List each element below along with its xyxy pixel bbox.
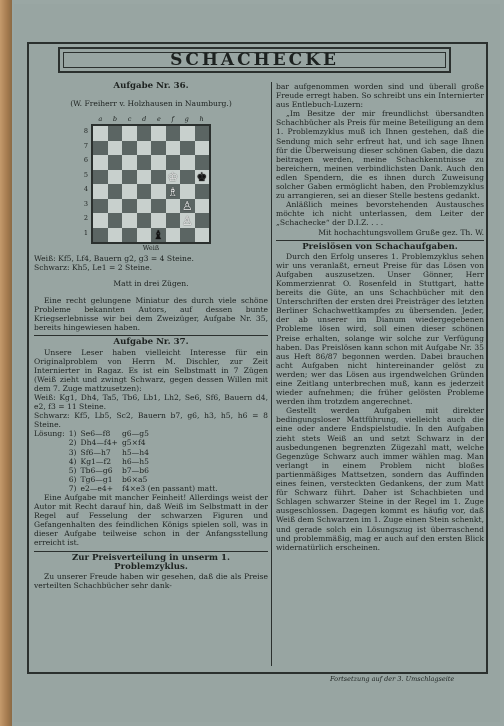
solution-row — [34, 475, 222, 484]
black-bishop-icon: ♝ — [152, 228, 164, 243]
board-square — [108, 155, 123, 170]
board-square — [93, 184, 108, 199]
book-spine — [0, 0, 12, 726]
board-square — [166, 213, 181, 228]
black-move: b7—b6 — [121, 465, 149, 475]
board-square — [137, 213, 152, 228]
rank-label: 5 — [83, 170, 89, 179]
board-square — [180, 213, 195, 228]
file-label: d — [142, 115, 147, 124]
white-pawn-icon: ♙ — [181, 199, 193, 214]
problem-36-author: (W. Freiherr v. Holzhausen in Naumburg.) — [70, 98, 232, 108]
move-number: 3) — [68, 447, 77, 457]
board-square — [166, 141, 181, 156]
prize-distribution-text: Zu unserer Freude haben wir gesehen, daß die als Preise verteilten Schachbücher sehr dank- — [34, 571, 268, 590]
board-square — [180, 184, 195, 199]
separator-1 — [34, 335, 268, 336]
rank-labels — [81, 124, 91, 244]
page-title: SCHACHECKE — [170, 50, 339, 70]
file-label: b — [112, 115, 118, 124]
right-paragraph-4: Durch den Erfolg unseres 1. Problemzyklus sehen wir uns veranlaßt, erneut Preise für das Lösen von Aufgaben auszusetzen. Unser Gönner, Herr Kommerzienrat O. Rosenfeld in Stuttgart, hatte bereits die Güte, an uns Schachbücher mit den Unterschriften der ersten drei Preisträger des letzten Berliner Schachwettkampfes zu übersenden. Jeder, der ab unserer im Dianum wiedergegebenen Probleme lösen wird, soll einen dieser schönen Preise erhalten, solange wir solche zur Verfügung haben. Das Preislösen kann schon mit Aufgabe Nr. 35 aus Heft 86/87 begonnen werden. Dabei brauchen acht Aufgaben nicht hintereinander gelöst zu werden; wer das Lösen aus irgendwelchen Gründen eine Zeitlang unterbrechen muß, kann es jederzeit wieder aufnehmen; die früher gelösten Probleme werden ihm trotzdem angerechnet. — [276, 251, 484, 407]
board-square — [195, 228, 210, 243]
board-square — [93, 155, 108, 170]
black-move: g5×f4 — [121, 438, 146, 448]
board-square — [93, 141, 108, 156]
black-move: h5—h4 — [121, 447, 149, 457]
rank-label: 4 — [83, 185, 89, 194]
white-move: Kg1—f2 — [80, 456, 112, 466]
move-number: 5) — [68, 465, 77, 475]
board-square — [180, 228, 195, 243]
problem-36-black: Schwarz: Kh5, Le1 = 2 Steine. — [34, 262, 152, 272]
board-square — [166, 126, 181, 141]
solution-table — [34, 429, 222, 493]
white-move: Sf6—h7 — [80, 447, 111, 457]
file-label: f — [171, 115, 174, 124]
problem-37-text: Unsere Leser haben vielleicht Interesse für ein Originalproblem von Herrn M. Dischler, zur Zeit Internierter in Ragaz. Es ist ein Selbstmatt in 7 Zügen (Weiß zieht und zwingt Schwarz, gegen dessen Willen mit dem 7. Zuge mattzusetzen): — [34, 347, 268, 393]
board-square — [166, 228, 181, 243]
white-move: Se6—f8 — [80, 429, 111, 439]
board-square — [195, 199, 210, 214]
board-square — [166, 155, 181, 170]
black-move: f4×e3 (en passant) matt. — [121, 483, 218, 493]
problem-37-title: Aufgabe Nr. 37. — [113, 337, 189, 348]
board-square — [151, 228, 166, 243]
file-label: a — [98, 115, 103, 124]
board-square — [108, 126, 123, 141]
solution-label-spacer — [34, 448, 69, 457]
white-pawn-icon: ♙ — [181, 213, 193, 228]
rank-label: 2 — [83, 214, 89, 223]
board-square — [180, 199, 195, 214]
board-square — [108, 228, 123, 243]
board-square — [93, 170, 108, 185]
board-square — [151, 184, 166, 199]
board-square — [108, 141, 123, 156]
solution-row — [34, 429, 222, 438]
board-square — [122, 126, 137, 141]
board-square — [122, 141, 137, 156]
board-square — [137, 228, 152, 243]
file-label: g — [184, 115, 189, 124]
rank-label: 3 — [83, 199, 89, 208]
move-number: 1) — [68, 429, 77, 439]
board-square — [137, 170, 152, 185]
board-square — [151, 141, 166, 156]
black-move: g6—g5 — [121, 429, 149, 439]
black-king-icon: ♚ — [196, 170, 208, 185]
solution-label: Lösung: — [34, 429, 65, 439]
move-number: 4) — [68, 456, 77, 466]
board-square — [151, 199, 166, 214]
rank-label: 6 — [83, 156, 89, 165]
move-number: 7) — [68, 483, 77, 493]
board-square — [122, 213, 137, 228]
board-square — [122, 228, 137, 243]
board-square — [122, 199, 137, 214]
board-square — [93, 126, 108, 141]
board-square — [151, 170, 166, 185]
solution-label-spacer — [34, 438, 69, 447]
board-square — [122, 155, 137, 170]
white-bishop-icon: ♗ — [167, 184, 179, 199]
board-square — [93, 228, 108, 243]
board-square — [108, 184, 123, 199]
white-move: Dh4—f4+ — [80, 438, 118, 448]
board-square — [151, 213, 166, 228]
board-square — [93, 199, 108, 214]
board-square — [166, 199, 181, 214]
file-label: e — [156, 115, 161, 124]
solution-label-spacer — [34, 466, 69, 475]
file-label: c — [127, 115, 132, 124]
board-square — [137, 141, 152, 156]
board-square — [180, 126, 195, 141]
solution-label-spacer — [34, 484, 69, 493]
board-square — [195, 141, 210, 156]
solution-row — [34, 448, 222, 457]
white-king-icon: ♔ — [167, 170, 179, 185]
right-paragraph-1: bar aufgenommen worden sind und überall große Freude erregt haben. So schreibt uns ein Internierter aus Entlebuch-Luzern: — [276, 82, 484, 110]
board-square — [195, 170, 210, 185]
board-square — [137, 184, 152, 199]
separator-2 — [34, 551, 268, 552]
board-square — [108, 213, 123, 228]
board-square — [93, 213, 108, 228]
board-square — [195, 213, 210, 228]
board-square — [151, 126, 166, 141]
white-move: Tb6—g6 — [80, 465, 113, 475]
board-square — [137, 199, 152, 214]
white-move: Tg6—g1 — [80, 474, 113, 484]
rank-label: 8 — [83, 127, 89, 136]
board-square — [137, 126, 152, 141]
problem-36-white: Weiß: Kf5, Lf4, Bauern g2, g3 = 4 Steine. — [34, 253, 194, 263]
board-square — [108, 170, 123, 185]
right-paragraph-3: Anläßlich meines bevorstehenden Austausches möchte ich nicht unterlassen, dem Leiter der „Schachecke“ der D.I.Z. . . . — [276, 200, 484, 228]
solution-label-spacer — [34, 457, 69, 466]
board-square — [122, 170, 137, 185]
board-square — [122, 184, 137, 199]
solution-row — [34, 484, 222, 493]
board-square — [137, 155, 152, 170]
solution-row — [34, 438, 222, 447]
board-square — [195, 155, 210, 170]
rank-label: 7 — [83, 141, 89, 150]
problem-37-black: Schwarz: Kf5, Lb5, Sc2, Bauern b7, g6, h3, h5, h6 = 8 Steine. — [34, 411, 268, 430]
file-labels — [93, 115, 209, 124]
right-paragraph-5: Gestellt werden Aufgaben mit direkter bedingungsloser Mattführung, vielleicht auch die eine oder andere Endspielstudie. In den Aufgaben zieht stets Weiß an und setzt Schwarz in der ausbedungenen begrenzten Zügezahl matt, welche Gegenzüge Schwarz auch immer wählen mag. Man verlangt in einem Problem nicht bloßes partienmäßiges Mattsetzen, sondern das Auffinden eines feinen, versteckten Gedankens, der zum Matt für Schwarz führt. Daher ist Schachbieten und Schlagen schwarzer Steine in der Regel im 1. Zuge ausgeschlossen. Dagegen kommt es häufig vor, daß Weiß dem Schwarzen im 1. Zuge einen Stein schenkt, und gerade solch ein Lösungszug ist überraschend und problemmäßig, mag er auch auf den ersten Blick widernatürlich erscheinen. — [276, 406, 484, 552]
black-move: h6—h5 — [121, 456, 149, 466]
problem-36-text: Eine recht gelungene Miniatur des durch viele schöne Probleme bekannten Autors, auf dessen bunte Kriegserlebnisse wir bei dem Zweizüger, Aufgabe Nr. 35, bereits hingewiesen haben. — [34, 296, 268, 333]
board-square — [166, 170, 181, 185]
right-column — [276, 82, 484, 552]
board-square — [180, 170, 195, 185]
solution-label-spacer — [34, 475, 69, 484]
board-square — [180, 141, 195, 156]
problem-36-goal: Matt in drei Zügen. — [113, 279, 189, 289]
header-box — [58, 47, 451, 73]
board-square — [166, 184, 181, 199]
board-square — [195, 126, 210, 141]
prize-distribution-title: Zur Preisverteilung in unserm 1. Problemzyklus. — [72, 552, 230, 572]
white-move: e2—e4+ — [80, 483, 114, 493]
move-number: 6) — [68, 474, 77, 484]
board-square — [195, 184, 210, 199]
problem-37-white: Weiß: Kg1, Dh4, Ta5, Tb6, Lb1, Lh2, Se6, Sf6, Bauern d4, e2, f3 = 11 Steine. — [34, 392, 268, 412]
board-caption: Weiß — [142, 244, 160, 253]
right-paragraph-2: „Im Besitze der mir freundlichst übersandten Schachbücher als Preis für meine Beteiligung an dem 1. Problemzyklus muß ich Ihnen gestehen, daß die Sendung mich sehr erfreut hat, und ich sage Ihnen für die Überweisung dieser schönen Gaben, die dazu beitragen werden, meine Schachkenntnisse zu bereichern, meinen verbindlichsten Dank. Auch den edlen Spendern, die es ihnen durch Zuweisung solcher Gaben ermöglicht haben, den Problemzyklus zu arrangieren, sei an dieser Stelle bestens gedankt. — [276, 109, 484, 201]
move-number: 2) — [68, 438, 77, 448]
solution-row — [34, 457, 222, 466]
separator-3 — [276, 240, 484, 241]
board-square — [180, 155, 195, 170]
rank-label: 1 — [83, 228, 89, 237]
board-square — [151, 155, 166, 170]
solution-row — [34, 466, 222, 475]
board-square — [108, 199, 123, 214]
column-divider — [271, 82, 272, 666]
black-move: b6×a5 — [121, 474, 148, 484]
continuation-note: Fortsetzung auf der 3. Umschlagseite — [330, 675, 455, 683]
file-label: h — [199, 115, 204, 124]
solving-prizes-title: Preislösen von Schachaufgaben. — [302, 241, 458, 252]
problem-37-comment: Eine Aufgabe mit mancher Feinheit! Allerdings weist der Autor mit Recht darauf hin, daß Weiß im Selbstmatt in der Regel auf Fesselung der schwarzen Figuren und Gefangenhalten des feindlichen Königs spielen soll, was in dieser Aufgabe teilweise schon in der Anfangsstellung erreicht ist. — [34, 493, 268, 548]
chess-board — [91, 124, 211, 244]
chess-diagram — [81, 115, 221, 253]
letter-signature: Mit hochachtungsvollem Gruße gez. Th. W. — [318, 227, 484, 237]
left-column — [34, 82, 268, 590]
problem-36-title: Aufgabe Nr. 36. — [113, 81, 189, 91]
